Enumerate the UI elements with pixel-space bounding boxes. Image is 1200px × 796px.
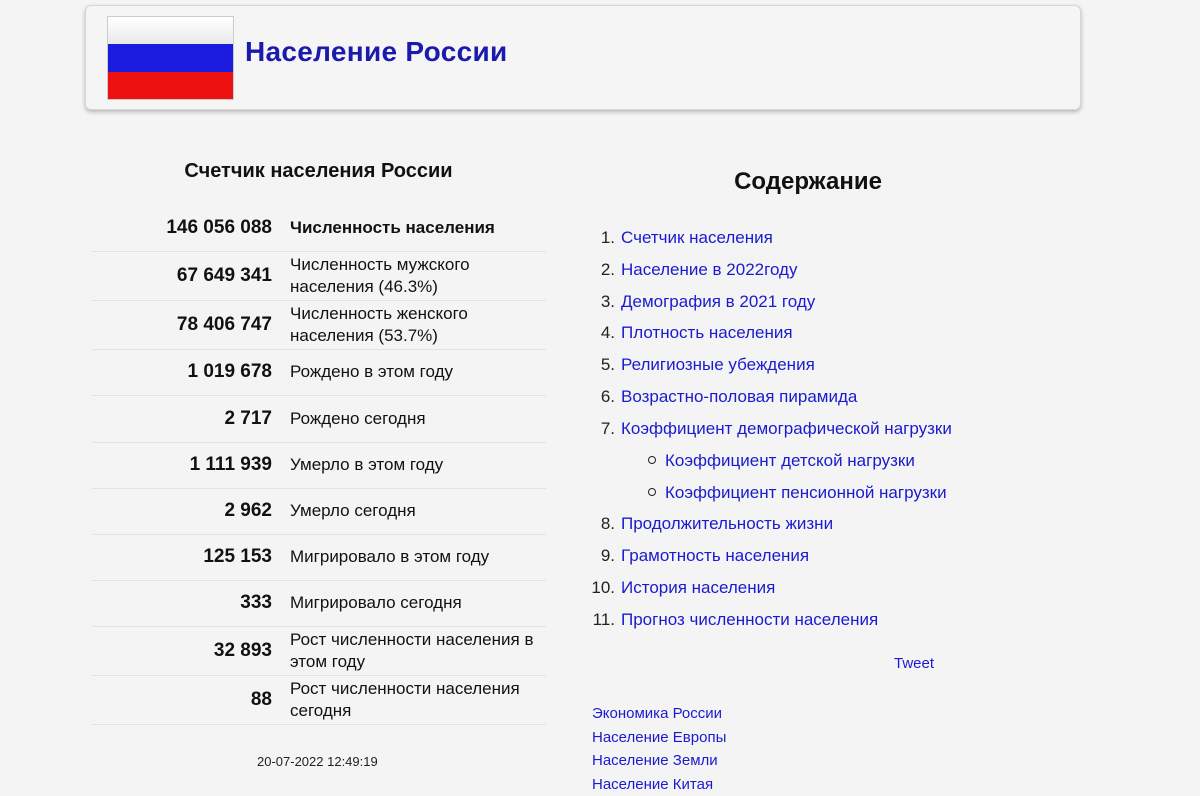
toc-item-number: 4.	[587, 323, 615, 343]
related-link[interactable]: Население Китая	[592, 773, 726, 796]
toc-title: Содержание	[593, 168, 1023, 196]
site-header	[85, 5, 1081, 110]
table-row	[92, 675, 546, 724]
table-row	[92, 442, 546, 488]
counter-value: 32 893	[92, 626, 290, 675]
counter-label: Умерло в этом году	[290, 442, 546, 488]
toc-item[interactable]	[587, 355, 815, 375]
counter-label: Мигрировало в этом году	[290, 534, 546, 580]
counter-label: Рождено сегодня	[290, 395, 546, 442]
site-title[interactable]: Население России	[245, 36, 508, 68]
toc-item-number: 8.	[587, 514, 615, 534]
counter-value: 333	[92, 580, 290, 626]
counter-label: Численность женского населения (53.7%)	[290, 300, 546, 349]
counter-label: Умерло сегодня	[290, 488, 546, 534]
counter-label: Численность населения	[290, 205, 546, 251]
counter-timestamp: 20-07-2022 12:49:19	[257, 754, 378, 769]
toc-item[interactable]	[587, 578, 775, 598]
toc-item-number: 7.	[587, 419, 615, 439]
related-links	[592, 702, 726, 796]
related-link[interactable]: Население Европы	[592, 726, 726, 750]
counter-value: 78 406 747	[92, 300, 290, 349]
toc-item-link[interactable]: Счетчик населения	[621, 228, 773, 247]
table-row	[92, 300, 546, 349]
toc-item[interactable]	[587, 514, 833, 534]
counter-title: Счетчик населения России	[92, 160, 545, 183]
counter-value: 146 056 088	[92, 205, 290, 251]
circle-bullet-icon	[648, 488, 656, 496]
russia-flag-icon	[107, 16, 234, 100]
table-row	[92, 534, 546, 580]
toc-item[interactable]	[587, 292, 815, 312]
counter-value: 2 962	[92, 488, 290, 534]
toc-item[interactable]	[587, 546, 809, 566]
counter-value: 2 717	[92, 395, 290, 442]
toc-item[interactable]	[587, 610, 878, 630]
toc-subitem[interactable]	[648, 483, 947, 503]
table-row	[92, 395, 546, 442]
counter-label: Численность мужского населения (46.3%)	[290, 251, 546, 300]
toc-subitem-link[interactable]: Коэффициент детской нагрузки	[665, 451, 915, 470]
toc-item-number: 10.	[587, 578, 615, 598]
toc-item-number: 1.	[587, 228, 615, 248]
counter-value: 125 153	[92, 534, 290, 580]
toc-item[interactable]	[587, 323, 793, 343]
toc-item-number: 3.	[587, 292, 615, 312]
counter-label: Рождено в этом году	[290, 349, 546, 395]
toc-item-link[interactable]: Прогноз численности населения	[621, 610, 878, 629]
tweet-link[interactable]: Tweet	[894, 655, 934, 672]
table-row	[92, 251, 546, 300]
toc-item-link[interactable]: Плотность населения	[621, 323, 793, 342]
toc-item-number: 2.	[587, 260, 615, 280]
population-counter-table	[92, 205, 546, 725]
toc-subitem-link[interactable]: Коэффициент пенсионной нагрузки	[665, 483, 947, 502]
counter-label: Рост численности населения в этом году	[290, 626, 546, 675]
toc-subitem[interactable]	[648, 451, 915, 471]
toc-item-number: 5.	[587, 355, 615, 375]
toc-item[interactable]	[587, 419, 952, 439]
circle-bullet-icon	[648, 456, 656, 464]
counter-label: Мигрировало сегодня	[290, 580, 546, 626]
table-row	[92, 488, 546, 534]
toc-item-number: 9.	[587, 546, 615, 566]
counter-value: 1 019 678	[92, 349, 290, 395]
counter-label: Рост численности населения сегодня	[290, 675, 546, 724]
related-link[interactable]: Экономика России	[592, 702, 726, 726]
toc-item-link[interactable]: Продолжительность жизни	[621, 514, 833, 533]
counter-value: 67 649 341	[92, 251, 290, 300]
toc-item-link[interactable]: Возрастно-половая пирамида	[621, 387, 857, 406]
toc-item-link[interactable]: Население в 2022году	[621, 260, 797, 279]
toc-item[interactable]	[587, 228, 773, 248]
toc-item[interactable]	[587, 260, 797, 280]
toc-item-number: 6.	[587, 387, 615, 407]
table-row	[92, 349, 546, 395]
toc-item-link[interactable]: История населения	[621, 578, 775, 597]
table-row	[92, 205, 546, 251]
table-row	[92, 626, 546, 675]
toc-item-number: 11.	[587, 610, 615, 630]
toc-item-link[interactable]: Грамотность населения	[621, 546, 809, 565]
toc-item-link[interactable]: Коэффициент демографической нагрузки	[621, 419, 952, 438]
toc-item-link[interactable]: Религиозные убеждения	[621, 355, 815, 374]
toc-item-link[interactable]: Демография в 2021 году	[621, 292, 815, 311]
counter-value: 88	[92, 675, 290, 724]
related-link[interactable]: Население Земли	[592, 749, 726, 773]
counter-value: 1 111 939	[92, 442, 290, 488]
toc-item[interactable]	[587, 387, 857, 407]
table-row	[92, 580, 546, 626]
